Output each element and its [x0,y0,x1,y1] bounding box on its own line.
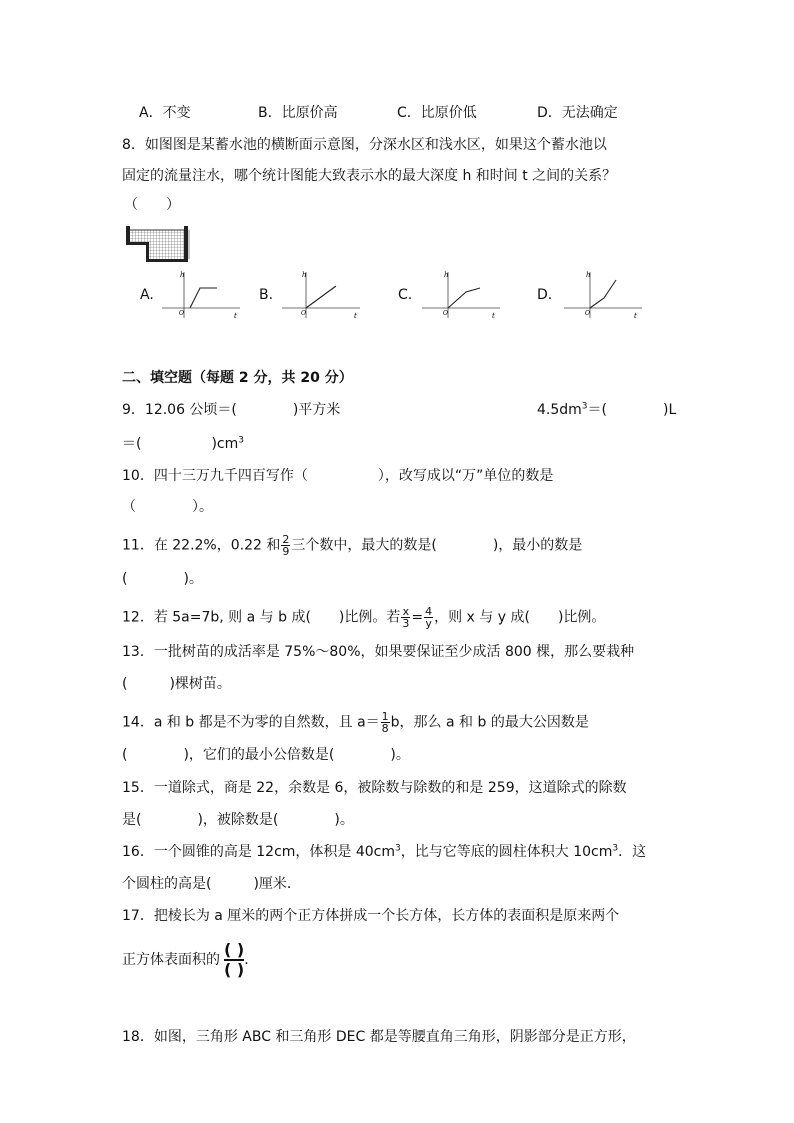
q10-line-1: 10．四十三万九千四百写作（ ），改写成以“万”单位的数是 [122,468,554,484]
q17-line-1: 17．把棱长为 a 厘米的两个正方体拼成一个长方体，长方体的表面积是原来两个 [122,908,620,924]
graph-c [420,268,504,322]
q8-line-1: 8．如图图是某蓄水池的横断面示意图，分深水区和浅水区，如果这个蓄水池以 [122,137,607,153]
graph-d-axis-t: t [634,312,637,320]
q17-blank-fraction: ( ) ( ) [224,940,245,979]
q7-option-b: B．比原价高 [258,105,338,121]
graph-option-c-label: C. [398,287,413,303]
q9-line-1a: 9．12.06 公顷＝( )平方米 [122,402,341,418]
graph-option-a-label: A. [140,287,154,303]
q16-line-1: 16．一个圆锥的高是 12cm，体积是 $40cm^3$，比与它等底的圆柱体积大 $10cm^3$．这 [122,843,647,860]
q7-option-d: D．无法确定 [537,105,618,121]
graph-b [280,268,364,322]
q18-line-1: 18．如图，三角形 ABC 和三角形 DEC 都是等腰直角三角形，阴影部分是正方形， [122,1029,636,1045]
q11-line-2: ( )。 [122,571,203,587]
q14-line-1: 14．a 和 b 都是不为零的自然数，且 a＝ $\frac{1}{8}$ b，那么 a 和 b 的最大公因数是 [122,710,589,735]
q14-fraction: $\frac{1}{8}$ [381,710,389,735]
q15-line-2: 是( )，被除数是( )。 [122,812,354,828]
graph-a-axis-t: t [234,312,237,320]
graph-c-axis-h: h [444,271,449,279]
graph-d [562,268,646,322]
q11-line-1: 11．在 22.2%，0.22 和 $\frac{2}{9}$ 三个数中，最大的数是( )，最小的数是 [122,533,583,558]
q12-fraction-2: $\frac{4}{y}$ [425,605,433,630]
q13-line-1: 13．一批树苗的成活率是 75%～80%，如果要保证至少成活 800 棵，那么要栽种 [122,644,635,660]
reservoir-diagram [126,226,192,262]
graph-option-b-label: B. [259,287,274,303]
q14-line-2: ( )，它们的最小公倍数是( )。 [122,747,410,763]
q9-line-1b: $4.5dm^3=$( )L [537,401,677,418]
q8-line-3: （ ） [124,197,180,213]
q11-fraction: $\frac{2}{9}$ [282,533,290,558]
graph-a-origin: O [179,310,184,317]
q13-line-2: ( )棵树苗。 [122,676,231,692]
q12-fraction-1: $\frac{x}{3}$ [402,605,410,630]
q7-option-c: C．比原价低 [397,105,477,121]
q15-line-1: 15．一道除式，商是 22，余数是 6，被除数与除数的和是 259，这道除式的除数 [122,780,627,796]
graph-d-origin: O [585,310,590,317]
graph-a [160,268,244,322]
graph-c-origin: O [443,310,448,317]
q16-line-2: 个圆柱的高是( )厘米． [122,876,301,892]
q12-line: 12．若 5a=7b, 则 a 与 b 成( )比例。若 $\frac{x}{3}$ = $\frac{4}{y}$ ，则 x 与 y 成( )比例。 [122,605,606,630]
q10-line-2: （ ）。 [122,499,213,515]
graph-c-axis-t: t [492,312,495,320]
graph-b-axis-t: t [354,312,357,320]
graph-option-d-label: D. [537,287,553,303]
q9-line-2: ＝( )$cm^3$ [122,435,244,452]
q8-line-2: 固定的流量注水，哪个统计图能大致表示水的最大深度 h 和时间 t 之间的关系？ [122,168,617,184]
graph-a-axis-h: h [180,271,185,279]
graph-b-axis-h: h [302,271,307,279]
q17-line-2: 正方体表面积的 ( ) ( ) . [122,940,249,979]
graph-b-origin: O [301,310,306,317]
q7-option-a: A．不变 [139,105,191,121]
section-title: 二、填空题（每题 2 分，共 20 分） [122,370,353,386]
graph-d-axis-h: h [586,271,591,279]
